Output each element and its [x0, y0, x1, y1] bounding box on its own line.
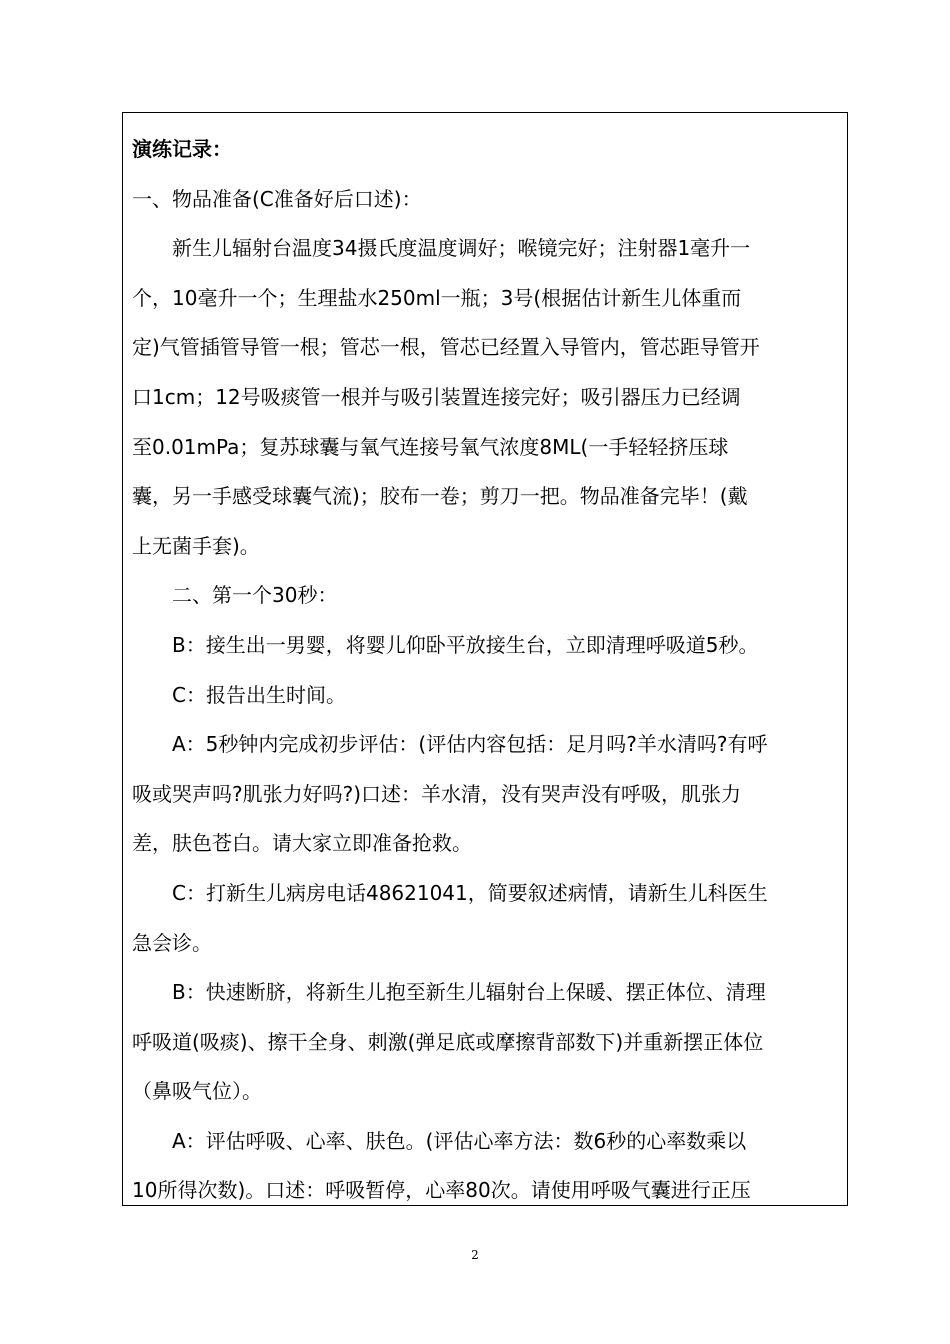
paragraph-line: A：5秒钟内完成初步评估：(评估内容包括：足月吗?羊水清吗?有呼 [172, 732, 768, 757]
paragraph-line: 囊，另一手感受球囊气流)；胶布一卷；剪刀一把。物品准备完毕！(戴 [132, 484, 748, 509]
paragraph-line: 吸或哭声吗?肌张力好吗?)口述：羊水清，没有哭声没有呼吸，肌张力 [132, 781, 742, 806]
paragraph-line: C：打新生儿病房电话48621041，简要叙述病情，请新生儿科医生 [172, 880, 768, 905]
paragraph-line: C：报告出生时间。 [172, 682, 346, 707]
paragraph-line: 10所得次数)。口述：呼吸暂停，心率80次。请使用呼吸气囊进行正压 [132, 1178, 751, 1203]
paragraph-line: 定)气管插管导管一根；管芯一根，管芯已经置入导管内，管芯距导管开 [132, 335, 760, 360]
paragraph-line: （鼻吸气位）。 [132, 1079, 262, 1104]
section-heading-first-30s: 二、第一个30秒： [172, 583, 338, 608]
paragraph-line: B：接生出一男婴，将婴儿仰卧平放接生台，立即清理呼吸道5秒。 [172, 632, 759, 657]
record-heading: 演练记录： [132, 137, 232, 161]
paragraph-line: 上无菌手套)。 [132, 533, 260, 558]
paragraph-line: 差，肤色苍白。请大家立即准备抢救。 [132, 831, 472, 856]
paragraph-line: 新生儿辐射台温度34摄氏度温度调好；喉镜完好；注射器1毫升一 [172, 236, 751, 261]
paragraph-line: 口1cm；12号吸痰管一根并与吸引装置连接完好；吸引器压力已经调 [132, 384, 741, 409]
paragraph-line: 个，10毫升一个；生理盐水250ml一瓶；3号(根据估计新生儿体重而 [132, 285, 742, 310]
drill-record-content [132, 125, 840, 1206]
drill-record-box [122, 112, 848, 1206]
page-number: 2 [471, 1248, 479, 1262]
paragraph-line: B：快速断脐，将新生儿抱至新生儿辐射台上保暖、摆正体位、清理 [172, 980, 766, 1005]
paragraph-line: 至0.01mPa；复苏球囊与氧气连接号氧气浓度8ML(一手轻轻挤压球 [132, 434, 729, 459]
section-heading-materials: 一、物品准备(C准备好后口述)： [132, 186, 422, 211]
paragraph-line: 急会诊。 [132, 930, 212, 955]
paragraph-line: A：评估呼吸、心率、肤色。(评估心率方法：数6秒的心率数乘以 [172, 1128, 747, 1153]
paragraph-line: 呼吸道(吸痰)、擦干全身、刺激(弹足底或摩擦背部数下)并重新摆正体位 [132, 1029, 764, 1054]
